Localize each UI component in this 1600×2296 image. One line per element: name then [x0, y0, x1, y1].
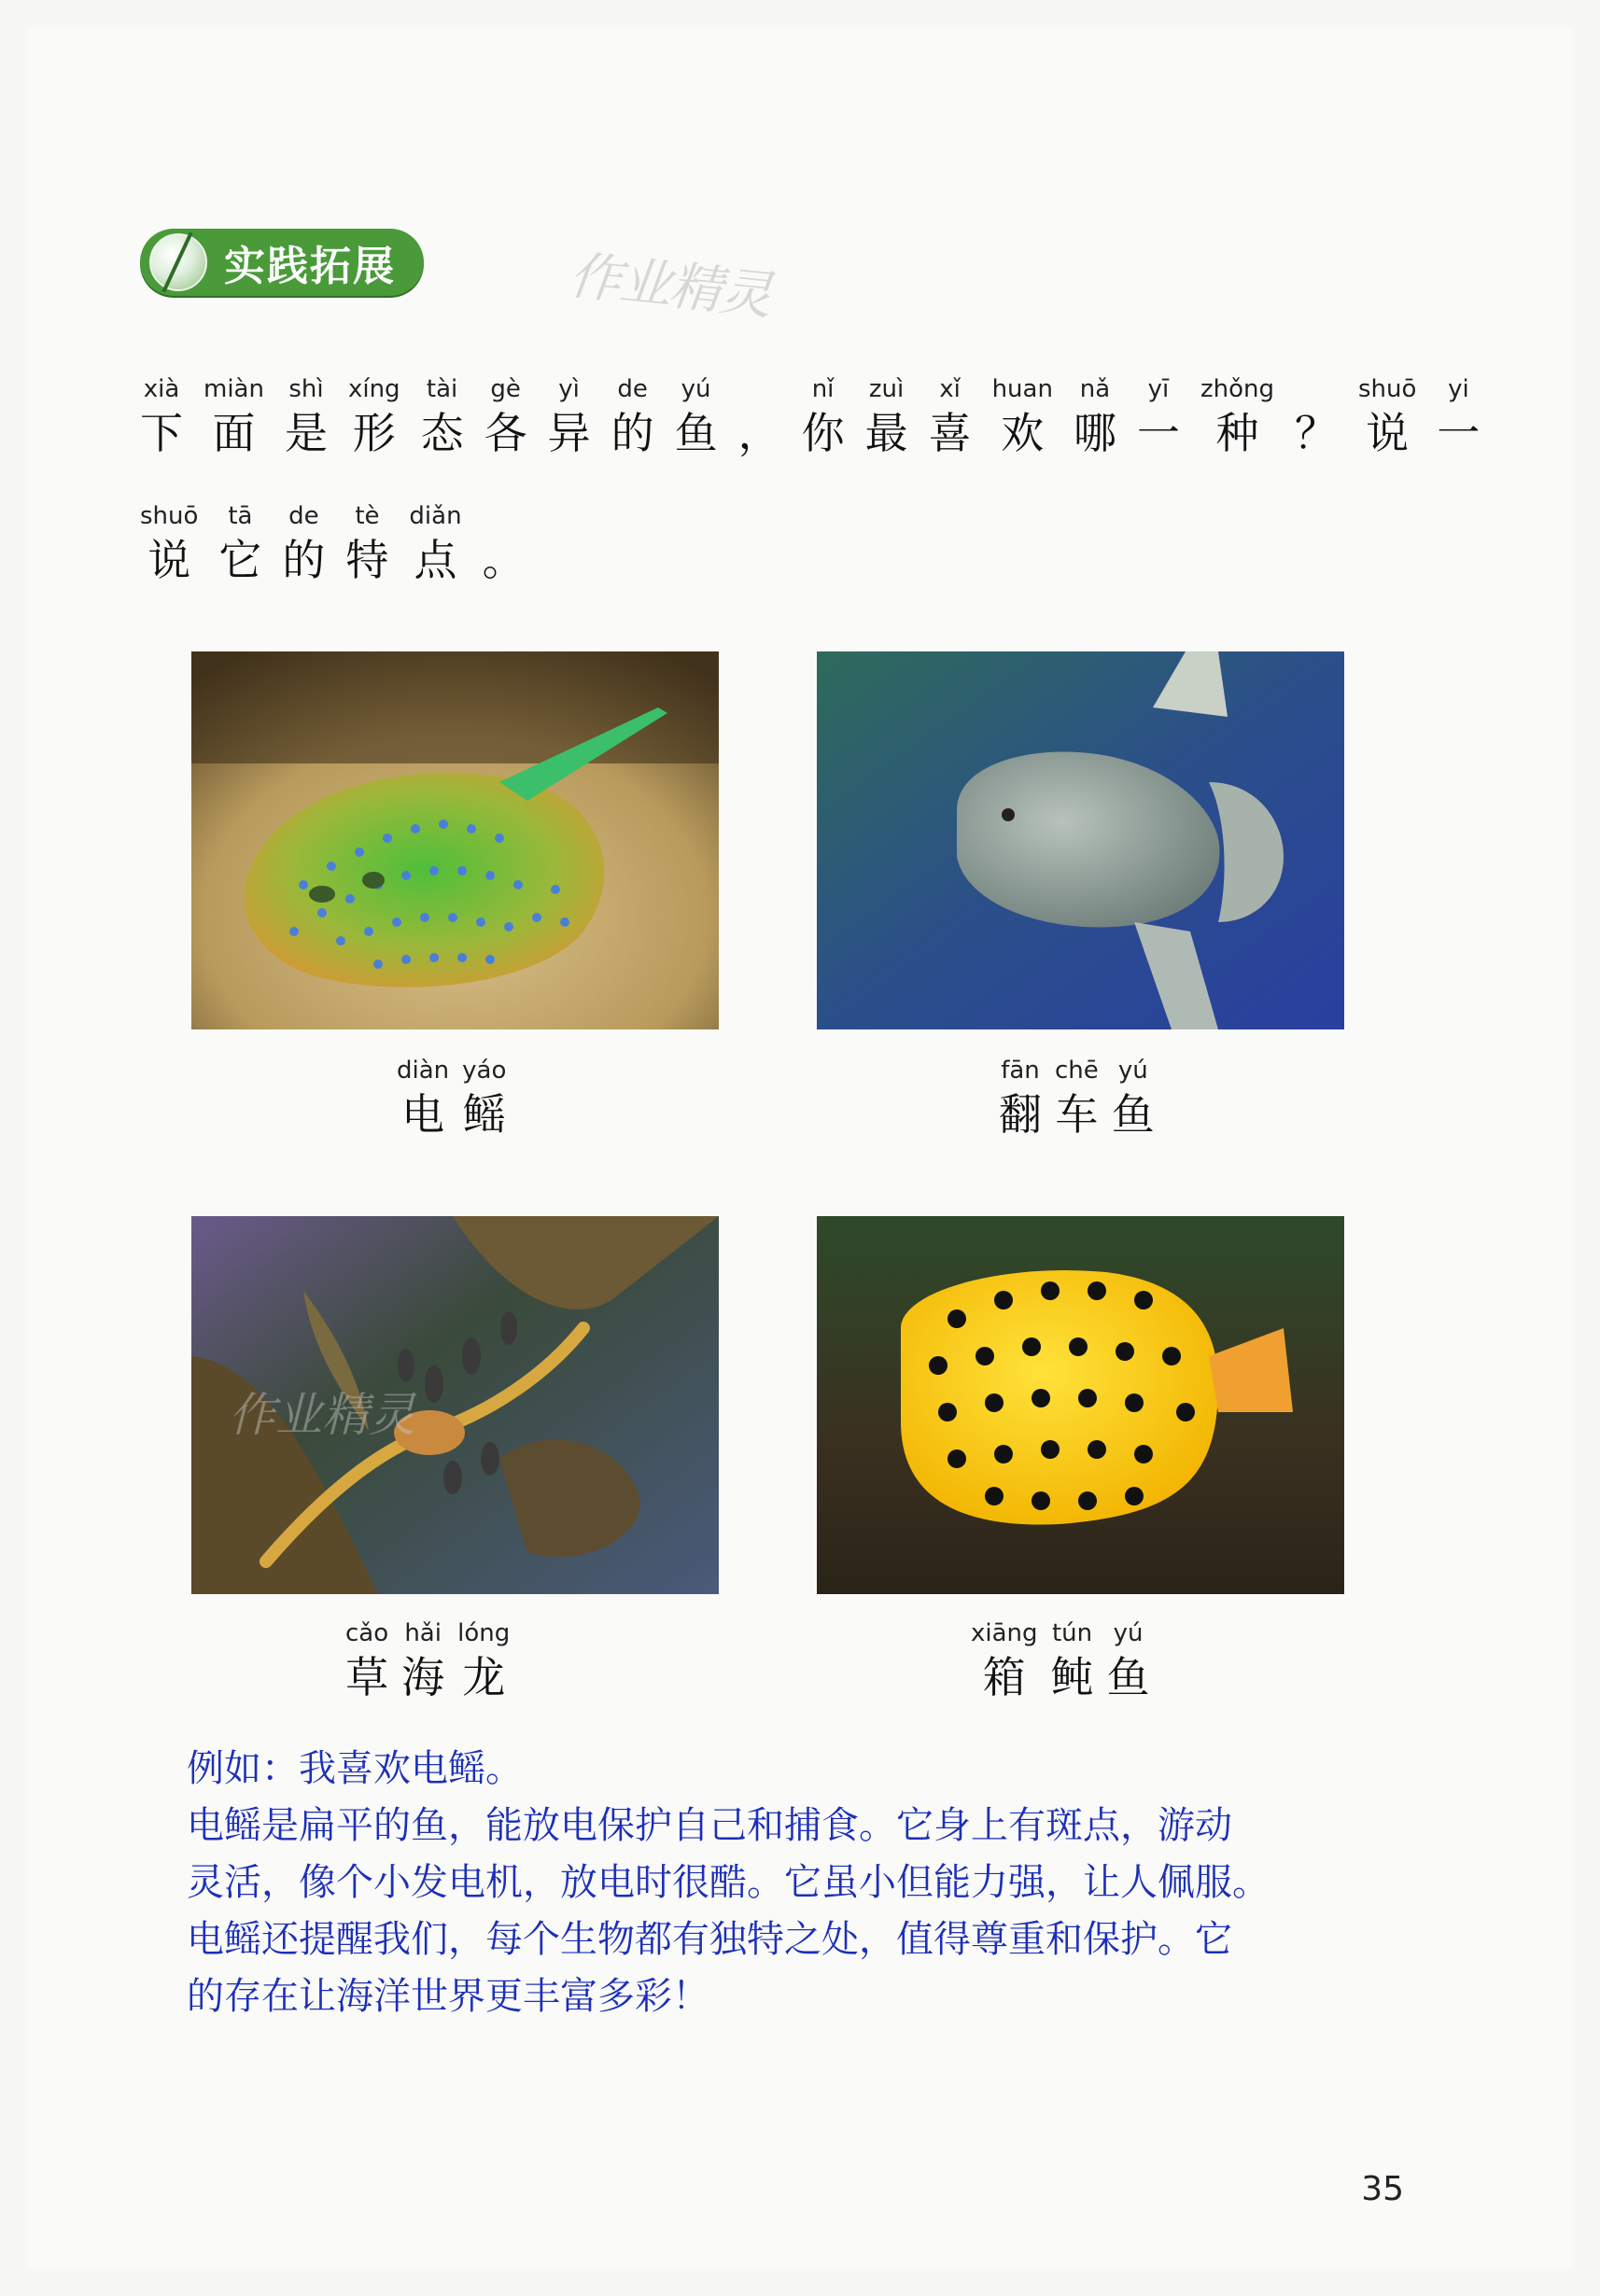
- ruby-char: [738, 373, 781, 461]
- pinyin: yi: [1448, 375, 1469, 403]
- photo-sea-dragon: [191, 1216, 719, 1594]
- ruby-char: [457, 1617, 510, 1705]
- hanzi: 翻: [999, 1089, 1042, 1140]
- ruby-char: [802, 373, 845, 461]
- pinyin: shuō: [140, 502, 199, 530]
- page-number: 35: [1361, 2170, 1404, 2208]
- pinyin: tè: [355, 502, 380, 530]
- hanzi: 鲀: [1050, 1652, 1094, 1702]
- answer-line: 灵活，像个小发电机，放电时很酷。它虽小但能力强，让人佩服。: [187, 1861, 1270, 1904]
- hanzi: 形: [352, 408, 396, 458]
- hanzi: 鳐: [462, 1089, 506, 1140]
- globe-icon: [149, 233, 207, 291]
- hanzi: 鱼: [1111, 1089, 1155, 1140]
- hanzi: 喜: [928, 408, 972, 458]
- ruby-char: [611, 373, 654, 461]
- hanzi: 下: [140, 408, 183, 458]
- ruby-char: [1137, 373, 1180, 461]
- answer-line: 的存在让海洋世界更丰富多彩！: [187, 1975, 709, 2018]
- hanzi: 的: [282, 535, 326, 585]
- photo-electric-ray: [191, 651, 719, 1029]
- ruby-char: [1074, 373, 1116, 461]
- prompt-line-1: [140, 373, 1500, 461]
- ruby-char: [1437, 373, 1480, 461]
- pinyin: gè: [490, 375, 521, 403]
- pinyin: tún: [1051, 1619, 1093, 1647]
- hanzi: ，: [737, 408, 781, 458]
- hanzi: ？: [1294, 408, 1338, 458]
- ruby-char: [218, 500, 261, 588]
- hanzi: 你: [801, 408, 845, 458]
- pinyin: chē: [1055, 1057, 1099, 1085]
- pinyin: diàn: [397, 1057, 450, 1085]
- pinyin: hǎi: [404, 1619, 442, 1647]
- answer-line: 电鳐还提醒我们，每个生物都有独特之处，值得尊重和保护。它: [187, 1918, 1232, 1961]
- hanzi: 海: [401, 1652, 445, 1702]
- pinyin: de: [617, 375, 648, 403]
- ruby-char: [929, 373, 972, 461]
- ruby-char: [401, 1617, 444, 1705]
- ruby-char: [999, 1055, 1042, 1142]
- hanzi: 鱼: [674, 408, 718, 458]
- caption-sunfish: [999, 1055, 1168, 1142]
- ruby-char: [1200, 373, 1274, 461]
- hanzi: 最: [864, 408, 908, 458]
- pinyin: xiāng: [971, 1619, 1038, 1647]
- pinyin: yáo: [462, 1057, 507, 1085]
- hanzi: 面: [212, 408, 256, 458]
- pinyin: xià: [143, 375, 180, 403]
- ruby-char: [204, 373, 264, 461]
- pinyin: yī: [1147, 375, 1170, 403]
- hanzi: 各: [484, 408, 527, 458]
- pinyin: xíng: [347, 375, 400, 403]
- pinyin: lóng: [457, 1619, 511, 1647]
- hanzi: 哪: [1073, 408, 1116, 458]
- ruby-char: [971, 1617, 1038, 1705]
- hanzi: 异: [547, 408, 591, 458]
- ruby-char: [484, 373, 527, 461]
- ruby-char: [421, 373, 464, 461]
- ruby-char: [285, 373, 328, 461]
- pinyin: tài: [426, 375, 458, 403]
- hanzi: 。: [482, 535, 526, 585]
- pinyin: zhǒng: [1200, 375, 1274, 403]
- hanzi: 特: [345, 535, 389, 585]
- answer-text: [187, 1741, 1419, 2025]
- ruby-char: [865, 373, 908, 461]
- prompt-line-2: [140, 500, 546, 588]
- ruby-char: [1055, 1055, 1099, 1142]
- ruby-char: [483, 500, 526, 588]
- ruby-char: [1295, 373, 1338, 461]
- caption-electric-ray: [397, 1055, 519, 1142]
- section-pill: [140, 229, 424, 296]
- ruby-char: [675, 373, 718, 461]
- ruby-char: [282, 500, 325, 588]
- pinyin: tā: [228, 502, 253, 530]
- section-title: 实践拓展: [224, 243, 396, 290]
- ruby-char: [1112, 1055, 1155, 1142]
- svg-text:作业精灵: 作业精灵: [229, 1388, 415, 1442]
- answer-line: 例如：我喜欢电鳐。: [187, 1747, 523, 1790]
- pinyin: yú: [1113, 1619, 1144, 1647]
- ruby-char: [345, 1617, 388, 1705]
- pinyin: zuì: [868, 375, 905, 403]
- pinyin: xǐ: [939, 375, 961, 403]
- ruby-char: [140, 373, 183, 461]
- caption-boxfish: [971, 1617, 1163, 1705]
- pinyin: de: [288, 502, 319, 530]
- hanzi: 种: [1215, 408, 1259, 458]
- hanzi: 电: [401, 1089, 445, 1140]
- pinyin: miàn: [204, 375, 264, 403]
- ruby-char: [548, 373, 591, 461]
- hanzi: 欢: [1001, 408, 1045, 458]
- ruby-char: [348, 373, 400, 461]
- photo-boxfish: [817, 1216, 1344, 1594]
- pinyin: yú: [1117, 1057, 1148, 1085]
- pinyin: cǎo: [345, 1619, 389, 1647]
- hanzi: 车: [1055, 1089, 1099, 1140]
- hanzi: 鱼: [1106, 1652, 1150, 1702]
- hanzi: 是: [284, 408, 328, 458]
- hanzi: 点: [414, 535, 457, 585]
- section-header: [140, 229, 424, 296]
- ruby-char: [140, 500, 198, 588]
- photo-sunfish: [817, 651, 1344, 1029]
- hanzi: 它: [218, 535, 262, 585]
- caption-sea-dragon: [345, 1617, 523, 1705]
- hanzi: 的: [611, 408, 654, 458]
- hanzi: 龙: [462, 1652, 506, 1702]
- hanzi: 说: [147, 535, 191, 585]
- ruby-char: [397, 1055, 449, 1142]
- hanzi: 说: [1366, 408, 1410, 458]
- ruby-char: [1051, 1617, 1094, 1705]
- watermark: 作业精灵: [566, 245, 774, 328]
- hanzi: 态: [420, 408, 464, 458]
- pinyin: diǎn: [409, 502, 462, 530]
- pinyin: fān: [1001, 1057, 1040, 1085]
- ruby-char: [409, 500, 461, 588]
- ruby-char: [345, 500, 388, 588]
- hanzi: 一: [1437, 408, 1481, 458]
- hanzi: 一: [1136, 408, 1180, 458]
- pinyin: huan: [991, 375, 1053, 403]
- ruby-char: [1358, 373, 1416, 461]
- pinyin: nǐ: [811, 375, 835, 403]
- hanzi: 草: [345, 1652, 389, 1702]
- hanzi: 箱: [982, 1652, 1026, 1702]
- pinyin: nǎ: [1079, 375, 1111, 403]
- pinyin: yú: [681, 375, 711, 403]
- pinyin: shuō: [1357, 375, 1417, 403]
- pinyin: shì: [288, 375, 324, 403]
- ruby-char: [462, 1055, 506, 1142]
- answer-line: 电鳐是扁平的鱼，能放电保护自己和捕食。它身上有斑点，游动: [187, 1804, 1232, 1847]
- ruby-char: [992, 373, 1053, 461]
- ruby-char: [1107, 1617, 1150, 1705]
- pinyin: yì: [558, 375, 580, 403]
